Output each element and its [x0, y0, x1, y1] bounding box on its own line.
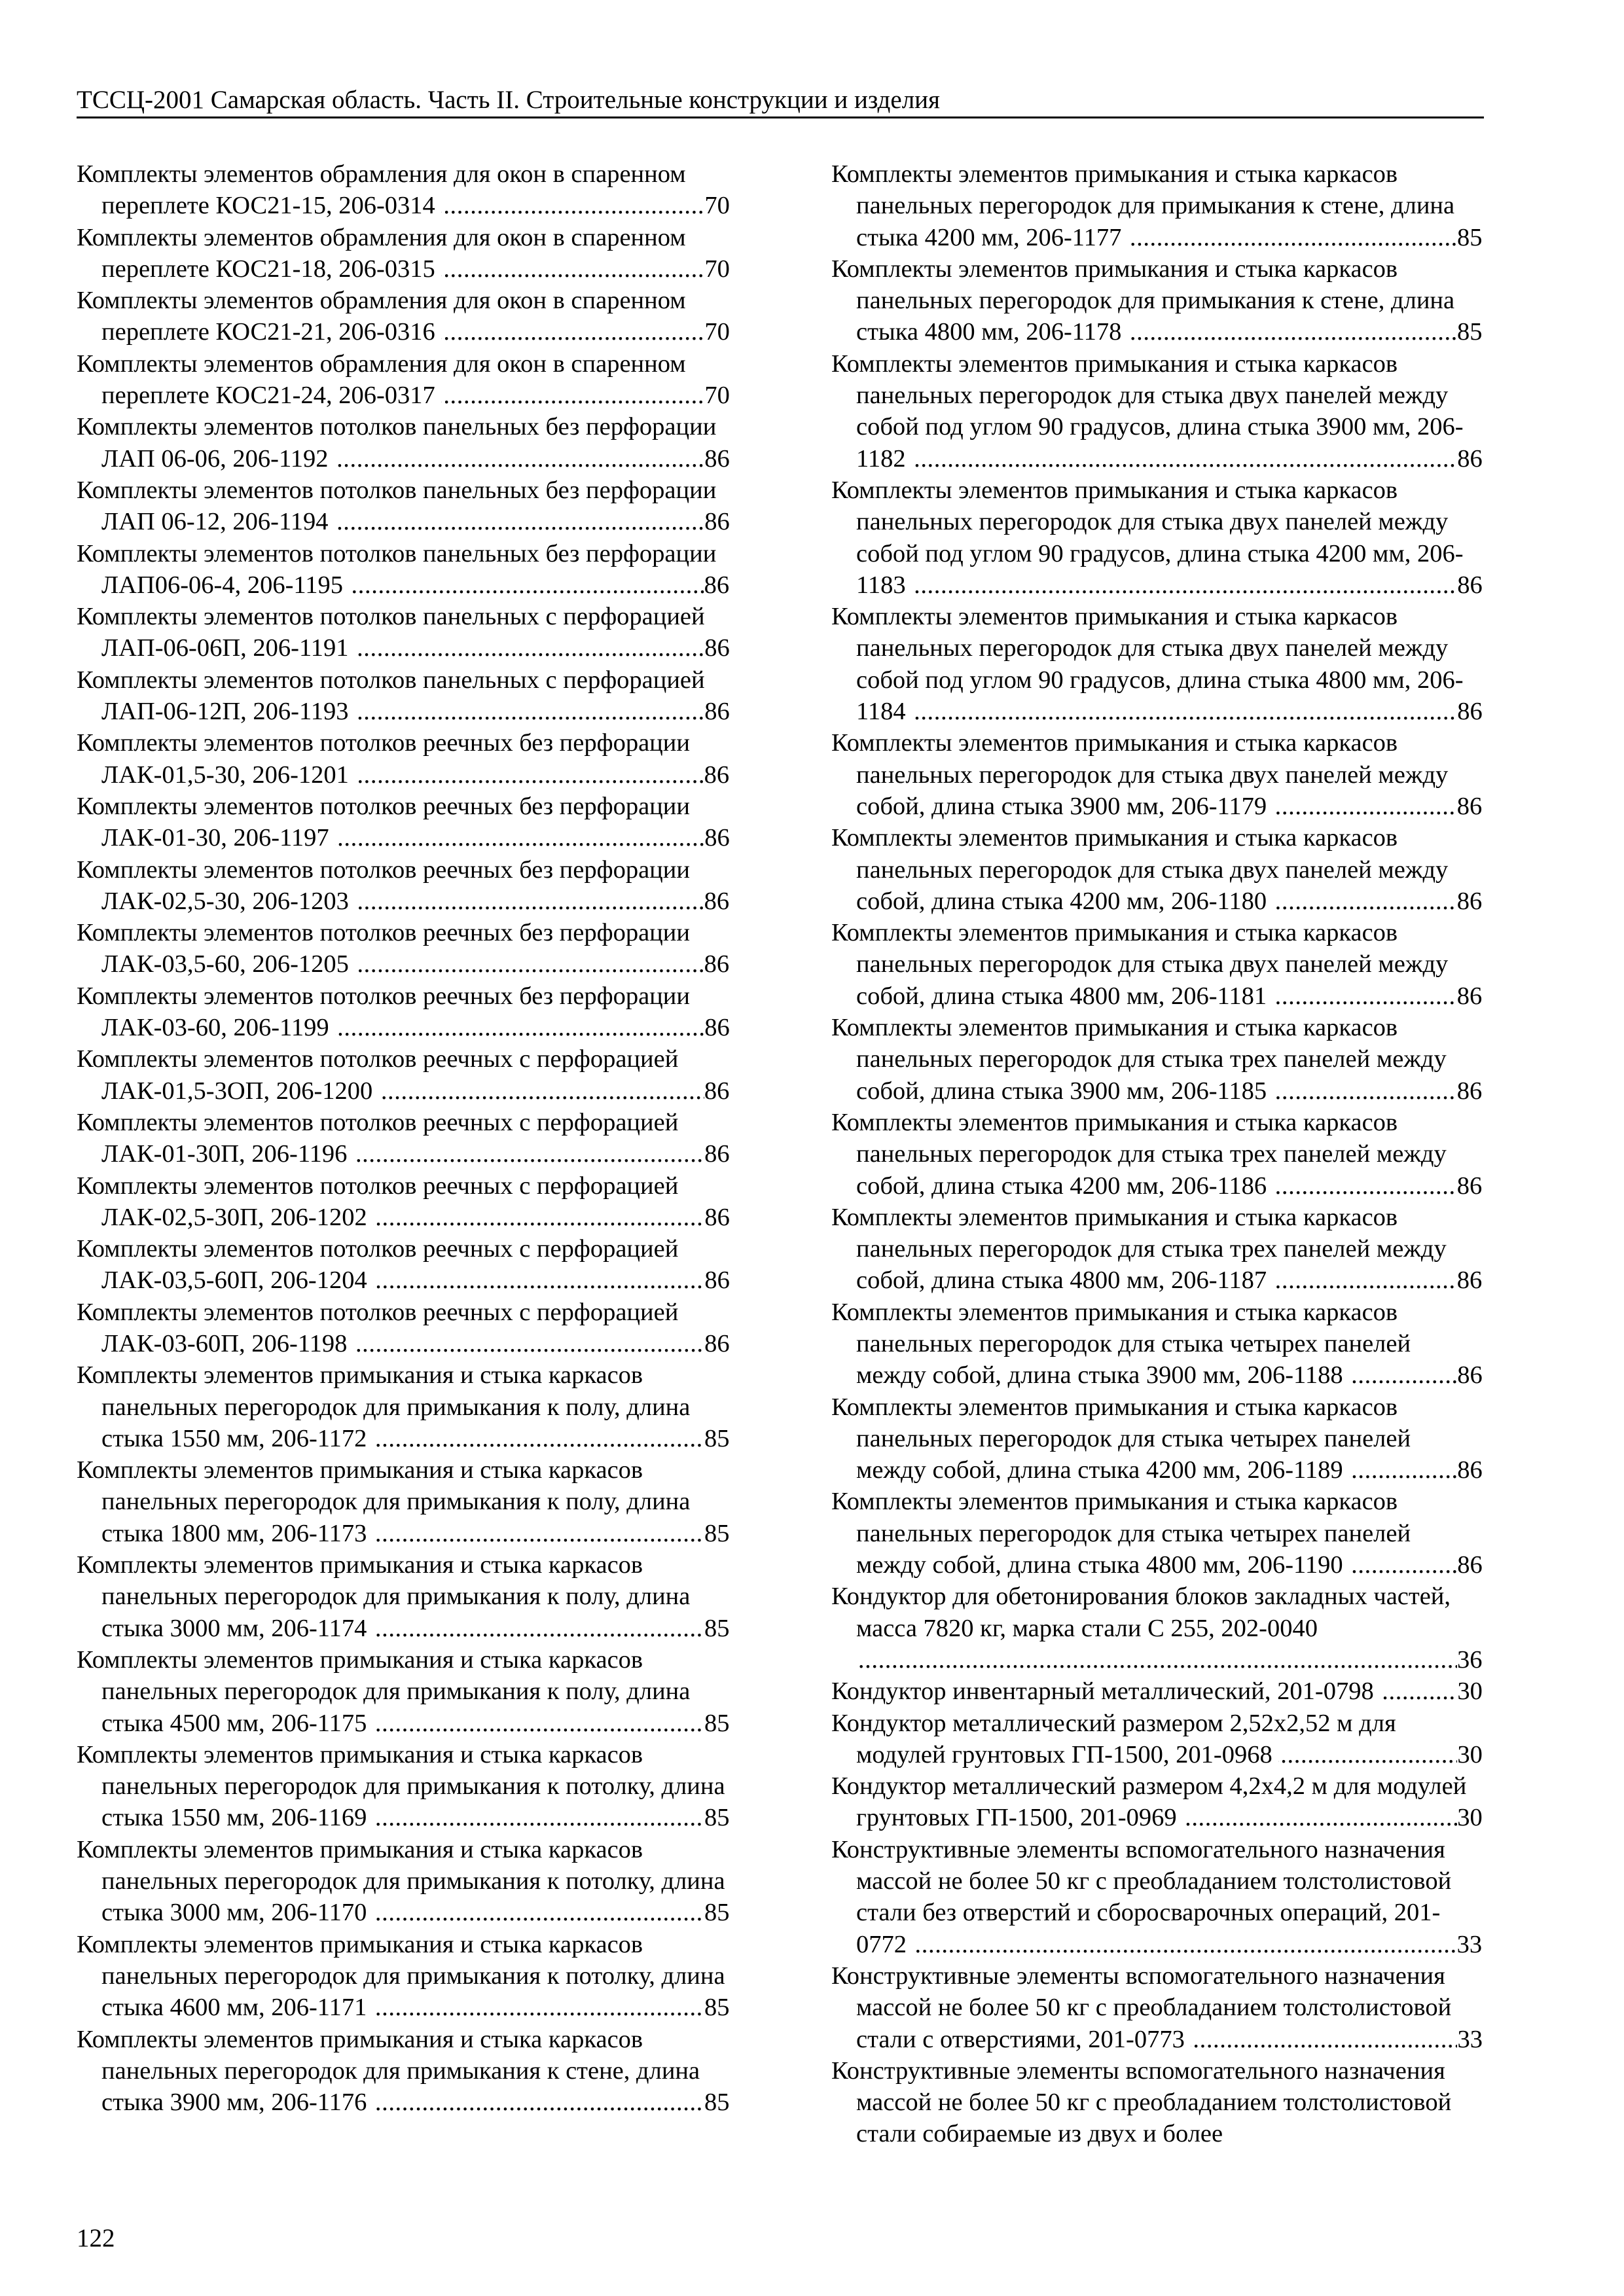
leader-dots — [441, 380, 704, 411]
leader-dots — [856, 1644, 1457, 1676]
index-entry — [831, 475, 1484, 601]
index-entry — [77, 791, 731, 854]
leader-dots — [379, 1075, 704, 1107]
index-entry — [831, 1770, 1484, 1834]
index-entry-text: Комплекты элементов примыкания и стыка каркасов панельных перегородок для стыка трех панелей между собой, длина стыка 4800 мм, 206-1187 — [831, 1203, 1447, 1295]
leader-dots — [355, 948, 704, 980]
leader-dots — [1273, 1265, 1457, 1296]
leader-dots — [1273, 886, 1457, 917]
index-entry — [77, 475, 731, 538]
index-entry — [77, 411, 731, 475]
index-entry-page: 86 — [704, 508, 730, 536]
index-entry — [831, 2055, 1484, 2150]
leader-dots — [1278, 1739, 1457, 1770]
index-entry-page: 86 — [704, 634, 730, 662]
index-entry-page: 70 — [704, 382, 730, 410]
index-entry-text: Комплекты элементов обрамления для окон в спаренном переплете КОС21-24, 206-0317 — [77, 350, 686, 410]
index-entry-text: Комплекты элементов примыкания и стыка каркасов панельных перегородок для примыкания к полу, длина стыка 4500 мм, 206-1175 — [77, 1645, 691, 1737]
index-entry-page: 86 — [704, 1203, 730, 1231]
index-entry — [831, 1676, 1484, 1707]
index-entry — [77, 2024, 731, 2119]
leader-dots — [373, 1708, 704, 1739]
index-entry-text: Кондуктор для обетонирования блоков закладных частей, масса 7820 кг, марка стали С 255, 202-0040 — [831, 1583, 1451, 1642]
index-entry-page: 86 — [704, 1266, 730, 1295]
index-entry-page: 85 — [704, 1614, 730, 1642]
leader-dots — [1273, 1170, 1457, 1202]
index-entry-page: 86 — [1457, 1361, 1483, 1390]
index-entry-text: Комплекты элементов примыкания и стыка каркасов панельных перегородок для примыкания к полу, длина стыка 1550 мм, 206-1172 — [77, 1361, 691, 1452]
index-entry — [77, 348, 731, 412]
leader-dots — [355, 886, 704, 917]
index-entry — [831, 1960, 1484, 2055]
page-header: ТССЦ-2001 Самарская область. Часть II. Строительные конструкции и изделия — [77, 86, 940, 114]
index-entry-page: 30 — [1457, 1804, 1483, 1832]
index-entry — [77, 285, 731, 348]
index-entry-text: Комплекты элементов примыкания и стыка каркасов панельных перегородок для примыкания к потолку, длина стыка 3000 мм, 206-1170 — [77, 1835, 725, 1927]
leader-dots — [373, 1992, 704, 2023]
index-entry-page: 85 — [1456, 318, 1483, 346]
index-entry-page: 85 — [704, 1424, 730, 1452]
leader-dots — [350, 569, 704, 601]
index-entry-text: Комплекты элементов примыкания и стыка каркасов панельных перегородок для стыка четырех панелей между собой, длина стыка 4200 мм, 206-1189 — [831, 1393, 1411, 1484]
index-entry-page: 70 — [704, 192, 730, 220]
index-entry-text: Комплекты элементов потолков панельных с перфорацией ЛАП-06-06П, 206-1191 — [77, 603, 705, 662]
index-entry-page: 30 — [1457, 1677, 1483, 1706]
index-entry-page: 86 — [704, 1077, 730, 1105]
leader-dots — [1380, 1676, 1457, 1707]
leader-dots — [1128, 222, 1457, 253]
leader-dots — [335, 1012, 704, 1043]
index-entry-text: Комплекты элементов примыкания и стыка каркасов панельных перегородок для примыкания к стене, длина стыка 3900 мм, 206-1176 — [77, 2025, 700, 2117]
index-entry-page: 86 — [704, 571, 730, 599]
index-entry-page: 86 — [704, 444, 730, 473]
index-entry — [77, 1107, 731, 1170]
index-entry-text: Комплекты элементов примыкания и стыка каркасов панельных перегородок для примыкания к стене, длина стыка 4200 мм, 206-1177 — [831, 160, 1455, 251]
index-entry-page: 86 — [1457, 698, 1483, 726]
leader-dots — [373, 1613, 704, 1644]
leader-dots — [334, 506, 704, 537]
index-entry-text: Комплекты элементов потолков реечных с перфорацией ЛАК-01-30П, 206-1196 — [77, 1108, 679, 1168]
leader-dots — [373, 1202, 704, 1233]
index-entry-text: Комплекты элементов примыкания и стыка каркасов панельных перегородок для стыка четырех панелей между собой, длина стыка 4800 мм, 206-1190 — [831, 1488, 1411, 1579]
leader-dots — [373, 1423, 704, 1454]
leader-dots — [441, 190, 704, 221]
leader-dots — [1273, 1075, 1457, 1107]
index-entry-text: Комплекты элементов потолков реечных с перфорацией ЛАК-01,5-3ОП, 206-1200 — [77, 1045, 679, 1105]
leader-dots — [335, 822, 704, 853]
index-entry — [831, 601, 1484, 727]
index-entry-text: Конструктивные элементы вспомогательного назначения массой не более 50 кг с преобладанием толстолистовой стали без отверстий и сборосварочных операций, 201-0772 — [831, 1835, 1452, 1958]
index-entry-page: 86 — [704, 887, 730, 915]
header-rule — [77, 117, 1484, 118]
leader-dots — [373, 1802, 704, 1833]
index-entry-text: Комплекты элементов потолков реечных без перфорации ЛАК-03-60, 206-1199 — [77, 982, 690, 1042]
index-entry-text: Комплекты элементов примыкания и стыка каркасов панельных перегородок для стыка двух панелей между собой под углом 90 градусов, длина стыка 4200 мм, 206-1183 — [831, 476, 1464, 599]
index-entry-text: Комплекты элементов примыкания и стыка каркасов панельных перегородок для стыка трех панелей между собой, длина стыка 3900 мм, 206-1185 — [831, 1014, 1447, 1105]
index-column-right — [831, 158, 1484, 2150]
index-entry-page: 86 — [1457, 1456, 1483, 1484]
index-entry-text: Комплекты элементов потолков реечных без перфорации ЛАК-01-30, 206-1197 — [77, 792, 690, 852]
index-entry-text: Кондуктор металлический размером 4,2x4,2 м для модулей грунтовых ГП-1500, 201-0969 — [831, 1772, 1467, 1832]
index-entry — [831, 822, 1484, 917]
index-entry-text: Комплекты элементов примыкания и стыка каркасов панельных перегородок для стыка двух панелей между собой, длина стыка 3900 мм, 206-1179 — [831, 729, 1449, 820]
index-entry — [831, 1297, 1484, 1391]
index-entry — [77, 222, 731, 285]
leader-dots — [373, 1265, 704, 1296]
index-entry-page: 85 — [704, 1994, 730, 2022]
leader-dots — [373, 2087, 704, 2118]
leader-dots — [1183, 1802, 1457, 1833]
index-entry-page: 85 — [704, 1519, 730, 1547]
index-entry-text: Комплекты элементов обрамления для окон в спаренном переплете КОС21-18, 206-0315 — [77, 223, 686, 283]
leader-dots — [373, 1897, 704, 1928]
index-column-left — [77, 158, 731, 2118]
leader-dots — [355, 696, 704, 727]
index-entry — [77, 601, 731, 664]
index-entry-text: Комплекты элементов обрамления для окон в спаренном переплете КОС21-15, 206-0314 — [77, 160, 686, 220]
index-entry-page: 86 — [1456, 887, 1483, 915]
index-entry-page: 86 — [1456, 982, 1483, 1010]
index-entry-page: 86 — [1456, 1172, 1483, 1200]
leader-dots — [353, 1138, 704, 1170]
leader-dots — [912, 443, 1457, 475]
index-entry — [831, 1708, 1484, 1771]
index-entry — [831, 158, 1484, 253]
leader-dots — [353, 1328, 704, 1359]
index-entry-text: Комплекты элементов примыкания и стыка каркасов панельных перегородок для примыкания к потолку, длина стыка 4600 мм, 206-1171 — [77, 1930, 725, 2022]
index-entry-text: Комплекты элементов примыкания и стыка каркасов панельных перегородок для стыка двух панелей между собой под углом 90 градусов, длина стыка 3900 мм, 206-1182 — [831, 350, 1464, 473]
index-entry-page: 86 — [704, 698, 730, 726]
leader-dots — [373, 1518, 704, 1549]
index-entry-text: Конструктивные элементы вспомогательного назначения массой не более 50 кг с преобладанием толстолистовой стали собираемые из двух и более — [831, 2056, 1452, 2148]
index-entry — [77, 1297, 731, 1360]
index-entry — [77, 1549, 731, 1644]
index-entry-page: 70 — [704, 255, 730, 283]
index-entry — [831, 253, 1484, 348]
index-entry — [77, 538, 731, 601]
leader-dots — [912, 569, 1457, 601]
index-entry-text: Комплекты элементов примыкания и стыка каркасов панельных перегородок для стыка двух панелей между собой под углом 90 градусов, длина стыка 4800 мм, 206-1184 — [831, 603, 1464, 726]
index-entry-text: Комплекты элементов потолков реечных с перфорацией ЛАК-03,5-60П, 206-1204 — [77, 1235, 679, 1295]
leader-dots — [355, 632, 704, 664]
index-entry — [831, 1202, 1484, 1297]
index-entry-page: 86 — [1457, 571, 1483, 599]
index-entry-text: Комплекты элементов примыкания и стыка каркасов панельных перегородок для примыкания к полу, длина стыка 1800 мм, 206-1173 — [77, 1456, 691, 1547]
index-entry — [77, 1644, 731, 1739]
index-entry-text: Комплекты элементов примыкания и стыка каркасов панельных перегородок для примыкания к стене, длина стыка 4800 мм, 206-1178 — [831, 255, 1455, 346]
index-entry — [77, 1739, 731, 1834]
index-entry-text: Комплекты элементов потолков реечных без перфорации ЛАК-02,5-30, 206-1203 — [77, 855, 690, 915]
index-entry — [77, 1834, 731, 1929]
index-entry-text: Конструктивные элементы вспомогательного назначения массой не более 50 кг с преобладанием толстолистовой стали с отверстиями, 201-0773 — [831, 1962, 1452, 2053]
index-entry-page: 86 — [704, 1329, 730, 1357]
index-entry — [77, 1170, 731, 1234]
index-entry-page: 86 — [1456, 792, 1483, 820]
index-entry-page: 86 — [704, 824, 730, 852]
index-entry — [77, 1233, 731, 1297]
leader-dots — [912, 696, 1457, 727]
index-entry-page: 33 — [1456, 1930, 1483, 1958]
index-entry — [831, 1012, 1484, 1107]
index-entry-text: Комплекты элементов примыкания и стыка каркасов панельных перегородок для примыкания к полу, длина стыка 3000 мм, 206-1174 — [77, 1551, 691, 1642]
index-entry-page: 86 — [704, 950, 730, 978]
index-entry-page: 86 — [1457, 1551, 1483, 1579]
index-entry-page: 85 — [704, 2089, 730, 2117]
index-entry-text: Комплекты элементов примыкания и стыка каркасов панельных перегородок для стыка четырех панелей между собой, длина стыка 3900 мм, 206-1188 — [831, 1298, 1411, 1390]
index-entry-page: 86 — [1456, 1266, 1483, 1295]
index-entry-text: Комплекты элементов потолков панельных с перфорацией ЛАП-06-12П, 206-1193 — [77, 666, 705, 726]
index-entry-page: 30 — [1457, 1740, 1483, 1768]
index-entry — [77, 1454, 731, 1549]
index-entry-page: 86 — [704, 1014, 730, 1042]
index-entry-text: Комплекты элементов потолков реечных без перфорации ЛАК-01,5-30, 206-1201 — [77, 729, 690, 789]
leader-dots — [441, 316, 704, 348]
leader-dots — [1128, 316, 1457, 348]
index-entry-text: Комплекты элементов примыкания и стыка каркасов панельных перегородок для стыка двух панелей между собой, длина стыка 4200 мм, 206-1180 — [831, 824, 1449, 915]
index-entry — [77, 1043, 731, 1107]
index-entry — [77, 917, 731, 980]
index-entry-page: 86 — [1456, 1077, 1483, 1105]
index-entry — [77, 1359, 731, 1454]
index-entry-text: Комплекты элементов обрамления для окон в спаренном переплете КОС21-21, 206-0316 — [77, 287, 686, 346]
index-entry — [831, 1107, 1484, 1202]
index-entry-page: 85 — [704, 1899, 730, 1927]
index-entry — [831, 1391, 1484, 1486]
index-entry-page: 86 — [704, 761, 730, 789]
leader-dots — [334, 443, 704, 475]
index-entry-text: Комплекты элементов примыкания и стыка каркасов панельных перегородок для стыка трех панелей между собой, длина стыка 4200 мм, 206-1186 — [831, 1108, 1447, 1200]
index-entry-page: 70 — [704, 318, 730, 346]
leader-dots — [355, 759, 704, 791]
index-entry — [77, 664, 731, 728]
index-entry-page: 85 — [704, 1804, 730, 1832]
index-entry — [77, 1929, 731, 2024]
leader-dots — [1273, 791, 1457, 822]
index-entry — [77, 727, 731, 791]
index-entry-text: Кондуктор инвентарный металлический, 201-0798 — [831, 1677, 1374, 1706]
index-entry — [831, 348, 1484, 475]
index-entry-text: Комплекты элементов потолков панельных без перфорации ЛАП 06-12, 206-1194 — [77, 476, 717, 536]
index-entry-text: Комплекты элементов потолков реечных с перфорацией ЛАК-02,5-30П, 206-1202 — [77, 1172, 679, 1231]
index-entry — [77, 854, 731, 918]
leader-dots — [913, 1929, 1457, 1960]
index-entry — [831, 1834, 1484, 1960]
index-entry — [77, 980, 731, 1044]
index-entry — [831, 727, 1484, 822]
index-entry — [77, 158, 731, 222]
index-entry-text: Комплекты элементов примыкания и стыка каркасов панельных перегородок для стыка двух панелей между собой, длина стыка 4800 мм, 206-1181 — [831, 919, 1449, 1010]
index-entry-page: 86 — [1457, 444, 1483, 473]
index-entry — [831, 1486, 1484, 1581]
leader-dots — [1273, 980, 1457, 1012]
leader-dots — [1349, 1549, 1457, 1581]
leader-dots — [1349, 1359, 1457, 1391]
leader-dots — [1191, 2024, 1457, 2055]
index-entry — [831, 1581, 1484, 1676]
leader-dots — [1349, 1454, 1457, 1486]
index-entry-page: 36 — [1457, 1645, 1483, 1674]
index-entry — [831, 917, 1484, 1012]
page-number: 122 — [77, 2224, 115, 2252]
index-entry-page: 86 — [704, 1140, 730, 1168]
index-entry-page: 85 — [1456, 223, 1483, 251]
index-entry-text: Комплекты элементов потолков реечных без перфорации ЛАК-03,5-60, 206-1205 — [77, 919, 690, 978]
index-entry-text: Комплекты элементов потолков панельных без перфорации ЛАП 06-06, 206-1192 — [77, 413, 717, 473]
index-entry-page: 85 — [704, 1709, 730, 1737]
index-entry-text: Кондуктор металлический размером 2,52x2,52 м для модулей грунтовых ГП-1500, 201-0968 — [831, 1709, 1396, 1768]
index-entry-text: Комплекты элементов потолков панельных без перфорации ЛАП06-06-4, 206-1195 — [77, 539, 717, 599]
index-entry-text: Комплекты элементов потолков реечных с перфорацией ЛАК-03-60П, 206-1198 — [77, 1298, 679, 1357]
index-entry-page: 33 — [1457, 2025, 1483, 2053]
leader-dots — [441, 253, 704, 285]
index-entry-text: Комплекты элементов примыкания и стыка каркасов панельных перегородок для примыкания к потолку, длина стыка 1550 мм, 206-1169 — [77, 1740, 725, 1832]
